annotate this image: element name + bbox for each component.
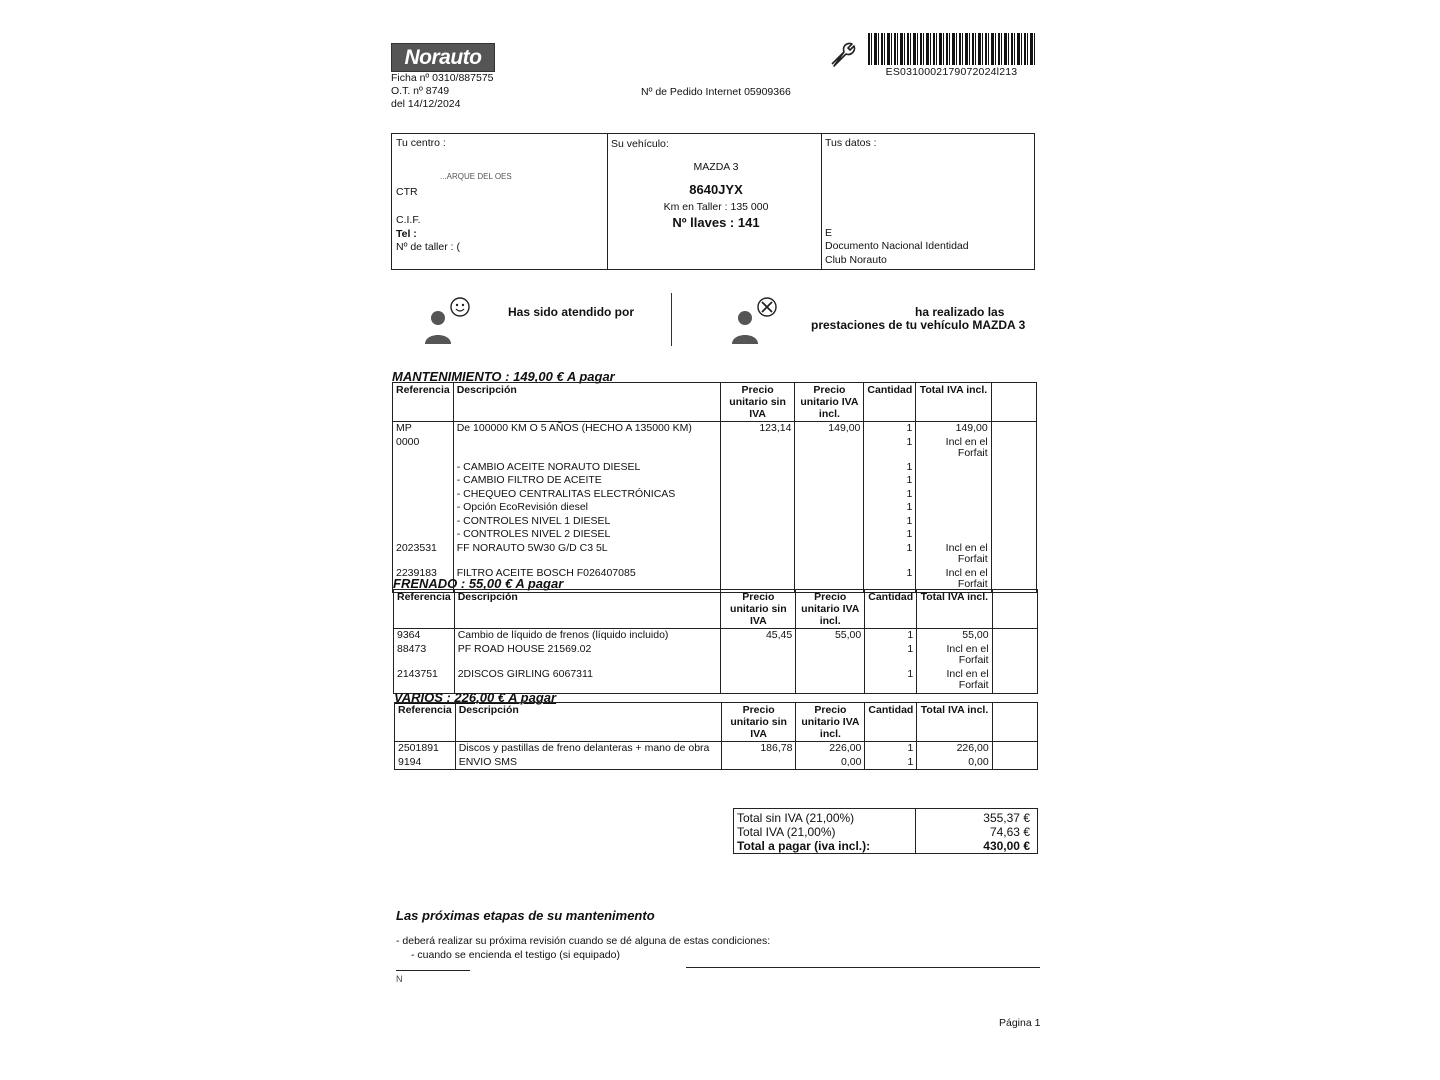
cell-desc: PF ROAD HOUSE 21569.02 bbox=[454, 643, 721, 668]
next-steps-line2: - cuando se encienda el testigo (si equipado) bbox=[411, 949, 620, 961]
cell-pi: 0,00 bbox=[796, 756, 865, 770]
table-row bbox=[395, 756, 1038, 770]
cell-qty: 1 bbox=[864, 474, 916, 488]
attended-by-text: Has sido atendido por bbox=[508, 305, 635, 319]
cell-desc: - CONTROLES NIVEL 1 DIESEL bbox=[453, 515, 720, 529]
centro-ctr: CTR bbox=[396, 186, 418, 198]
frenado-table bbox=[393, 589, 1038, 694]
col-desc: Descripción bbox=[454, 590, 721, 629]
internet-order-number: Nº de Pedido Internet 05909366 bbox=[641, 86, 791, 98]
cell-total bbox=[916, 515, 991, 529]
cell-desc: - CONTROLES NIVEL 2 DIESEL bbox=[453, 528, 720, 542]
cell-desc: - Opción EcoRevisión diesel bbox=[453, 501, 720, 515]
cell-total bbox=[916, 501, 991, 515]
cell-pu bbox=[720, 528, 795, 542]
cell-qty: 1 bbox=[864, 461, 916, 475]
cell-qty: 1 bbox=[865, 756, 917, 770]
vehicle-keys: Nº llaves : 141 bbox=[672, 215, 760, 230]
next-steps-title: Las próximas etapas de su mantenimento bbox=[396, 908, 655, 923]
table-row bbox=[393, 461, 1037, 475]
frenado-title: FRENADO : 55,00 € A pagar bbox=[393, 576, 564, 591]
cell-ref: 2023531 bbox=[393, 542, 454, 567]
vehiculo-label: Su vehículo: bbox=[611, 138, 669, 150]
cell-pu bbox=[720, 542, 795, 567]
cell-qty: 1 bbox=[864, 501, 916, 515]
barcode-number: ES0310002179072024l213 bbox=[885, 66, 1018, 78]
cell-ref: 9194 bbox=[395, 756, 456, 770]
cell-pi: 149,00 bbox=[795, 422, 864, 436]
col-pu: Precio unitario sin IVA bbox=[720, 383, 795, 422]
cell-desc: De 100000 KM O 5 AÑOS (HECHO A 135000 KM) bbox=[453, 422, 720, 436]
cell-desc: - CHEQUEO CENTRALITAS ELECTRÓNICAS bbox=[453, 488, 720, 502]
cell-total: 226,00 bbox=[917, 742, 992, 756]
cell-ref: 2143751 bbox=[394, 668, 455, 694]
table-row bbox=[393, 542, 1037, 567]
cell-desc bbox=[453, 436, 720, 461]
col-pi: Precio unitario IVA incl. bbox=[795, 383, 864, 422]
cell-qty: 1 bbox=[864, 488, 916, 502]
cell-qty: 1 bbox=[864, 422, 916, 436]
col-pi: Precio unitario IVA incl. bbox=[796, 590, 865, 629]
cell-ref bbox=[393, 501, 454, 515]
cell-total bbox=[916, 488, 991, 502]
col-desc: Descripción bbox=[453, 383, 720, 422]
cell-desc: FF NORAUTO 5W30 G/D C3 5L bbox=[453, 542, 720, 567]
cell-total: Incl en el Forfait bbox=[917, 668, 992, 694]
ficha-number: Ficha nº 0310/887575 bbox=[391, 72, 494, 84]
cell-qty: 1 bbox=[865, 629, 917, 643]
cell-total: Incl en el Forfait bbox=[916, 542, 991, 567]
cell-pu bbox=[720, 488, 795, 502]
col-pi: Precio unitario IVA incl. bbox=[796, 703, 865, 742]
cell-pi bbox=[795, 436, 864, 461]
col-pu: Precio unitario sin IVA bbox=[721, 703, 796, 742]
col-extra bbox=[991, 383, 1036, 422]
cell-pu: 45,45 bbox=[721, 629, 796, 643]
varios-title: VARIOS : 226,00 € A pagar bbox=[394, 690, 557, 705]
cell-pu bbox=[720, 515, 795, 529]
cell-qty: 1 bbox=[864, 515, 916, 529]
mantenimiento-table bbox=[392, 382, 1037, 593]
cell-qty: 1 bbox=[865, 643, 917, 668]
performed-text-line1: ha realizado las bbox=[915, 305, 1005, 319]
table-row bbox=[393, 528, 1037, 542]
cell-desc: - CAMBIO ACEITE NORAUTO DIESEL bbox=[453, 461, 720, 475]
cell-pi bbox=[795, 515, 864, 529]
col-ref: Referencia bbox=[393, 383, 454, 422]
total-iva-value: 74,63 € bbox=[989, 825, 1030, 839]
cell-pi bbox=[795, 542, 864, 567]
table-row bbox=[393, 422, 1037, 436]
cell-pi bbox=[796, 643, 865, 668]
centro-name: ...ARQUE DEL OES bbox=[440, 172, 512, 181]
col-total: Total IVA incl. bbox=[916, 383, 991, 422]
order-date: del 14/12/2024 bbox=[391, 98, 461, 110]
total-sin-iva-label: Total sin IVA (21,00%) bbox=[737, 811, 855, 825]
cell-total: 0,00 bbox=[917, 756, 992, 770]
attended-divider bbox=[671, 293, 672, 346]
cell-pi bbox=[795, 528, 864, 542]
cell-ref: 2239183 bbox=[393, 567, 454, 593]
col-qty: Cantidad bbox=[865, 703, 917, 742]
table-row bbox=[395, 742, 1038, 756]
mechanic-person-icon bbox=[727, 296, 779, 346]
col-extra bbox=[992, 590, 1037, 629]
col-total: Total IVA incl. bbox=[917, 590, 992, 629]
page-number: Página 1 bbox=[999, 1017, 1041, 1029]
cell-total: Incl en el Forfait bbox=[917, 643, 992, 668]
cell-desc: ENVIO SMS bbox=[455, 756, 721, 770]
col-ref: Referencia bbox=[395, 703, 456, 742]
col-qty: Cantidad bbox=[864, 383, 916, 422]
cell-pu bbox=[720, 501, 795, 515]
cell-qty: 1 bbox=[864, 436, 916, 461]
cell-ref: 2501891 bbox=[395, 742, 456, 756]
cell-total bbox=[916, 461, 991, 475]
cell-desc: FILTRO ACEITE BOSCH F026407085 bbox=[453, 567, 720, 593]
cell-pi bbox=[796, 668, 865, 694]
table-row bbox=[394, 629, 1038, 643]
col-total: Total IVA incl. bbox=[917, 703, 992, 742]
datos-e: E bbox=[825, 227, 833, 239]
next-steps-mark: N bbox=[396, 974, 403, 984]
cell-pu bbox=[721, 756, 796, 770]
cell-ref bbox=[393, 488, 454, 502]
cell-qty: 1 bbox=[864, 567, 916, 593]
cell-pi bbox=[795, 501, 864, 515]
cell-qty: 1 bbox=[865, 668, 917, 694]
cell-pu bbox=[720, 436, 795, 461]
dni-label: Documento Nacional Identidad bbox=[825, 240, 969, 252]
norauto-logo: Norauto bbox=[391, 43, 495, 72]
cell-ref bbox=[393, 515, 454, 529]
table-row bbox=[393, 501, 1037, 515]
centro-taller: Nº de taller : ( bbox=[396, 241, 460, 253]
total-pagar-label: Total a pagar (iva incl.): bbox=[737, 839, 871, 853]
cell-ref: 9364 bbox=[394, 629, 455, 643]
performed-text-line2: prestaciones de tu vehículo MAZDA 3 bbox=[811, 318, 1026, 332]
table-row bbox=[394, 643, 1038, 668]
cell-desc: Discos y pastillas de freno delanteras + mano de obra bbox=[455, 742, 721, 756]
barcode bbox=[868, 33, 1035, 65]
centro-label: Tu centro : bbox=[396, 137, 446, 149]
cell-pi bbox=[795, 474, 864, 488]
col-extra bbox=[992, 703, 1037, 742]
varios-table bbox=[394, 702, 1038, 770]
table-row bbox=[393, 474, 1037, 488]
cell-ref: 88473 bbox=[394, 643, 455, 668]
cell-ref bbox=[393, 474, 454, 488]
cell-ref: MP bbox=[393, 422, 454, 436]
centro-cif: C.I.F. bbox=[396, 214, 421, 226]
datos-label: Tus datos : bbox=[825, 137, 877, 149]
divider-line-left bbox=[396, 970, 470, 971]
cell-total: 149,00 bbox=[916, 422, 991, 436]
cell-desc: Cambio de líquido de frenos (líquido incluido) bbox=[454, 629, 721, 643]
cell-pu bbox=[721, 668, 796, 694]
cell-pu bbox=[720, 474, 795, 488]
cell-total: Incl en el Forfait bbox=[916, 436, 991, 461]
cell-desc: - CAMBIO FILTRO DE ACEITE bbox=[453, 474, 720, 488]
next-steps-line1: - deberá realizar su próxima revisión cuando se dé alguna de estas condiciones: bbox=[396, 935, 771, 947]
cell-pi bbox=[795, 461, 864, 475]
table-row bbox=[393, 488, 1037, 502]
cell-pu bbox=[720, 461, 795, 475]
vehicle-model: MAZDA 3 bbox=[693, 161, 739, 173]
vehicle-plate: 8640JYX bbox=[689, 182, 743, 197]
cell-total bbox=[916, 474, 991, 488]
cell-pu bbox=[721, 643, 796, 668]
cell-pi: 226,00 bbox=[796, 742, 865, 756]
cell-ref: 0000 bbox=[393, 436, 454, 461]
cell-pi: 55,00 bbox=[796, 629, 865, 643]
ot-number: O.T. nº 8749 bbox=[391, 85, 450, 97]
table-row bbox=[393, 436, 1037, 461]
cell-ref bbox=[393, 528, 454, 542]
cell-ref bbox=[393, 461, 454, 475]
cell-total: Incl en el Forfait bbox=[916, 567, 991, 593]
cell-qty: 1 bbox=[864, 542, 916, 567]
totals-box bbox=[733, 808, 1038, 854]
cell-qty: 1 bbox=[865, 742, 917, 756]
col-ref: Referencia bbox=[394, 590, 455, 629]
centro-tel: Tel : bbox=[396, 228, 417, 240]
cell-pu: 123,14 bbox=[720, 422, 795, 436]
cell-desc: 2DISCOS GIRLING 6067311 bbox=[454, 668, 721, 694]
col-desc: Descripción bbox=[455, 703, 721, 742]
advisor-person-icon bbox=[422, 296, 474, 346]
table-row bbox=[393, 515, 1037, 529]
club-label: Club Norauto bbox=[825, 254, 887, 266]
cell-total: 55,00 bbox=[917, 629, 992, 643]
wrench-icon bbox=[828, 40, 858, 68]
total-pagar-value: 430,00 € bbox=[983, 839, 1030, 853]
cell-pu: 186,78 bbox=[721, 742, 796, 756]
divider-line-right bbox=[686, 967, 1040, 968]
vehicle-km: Km en Taller : 135 000 bbox=[663, 201, 769, 213]
col-pu: Precio unitario sin IVA bbox=[721, 590, 796, 629]
total-iva-label: Total IVA (21,00%) bbox=[737, 825, 836, 839]
col-qty: Cantidad bbox=[865, 590, 917, 629]
cell-qty: 1 bbox=[864, 528, 916, 542]
mantenimiento-title: MANTENIMIENTO : 149,00 € A pagar bbox=[392, 369, 615, 384]
cell-pi bbox=[795, 488, 864, 502]
total-sin-iva-value: 355,37 € bbox=[983, 811, 1030, 825]
cell-total bbox=[916, 528, 991, 542]
